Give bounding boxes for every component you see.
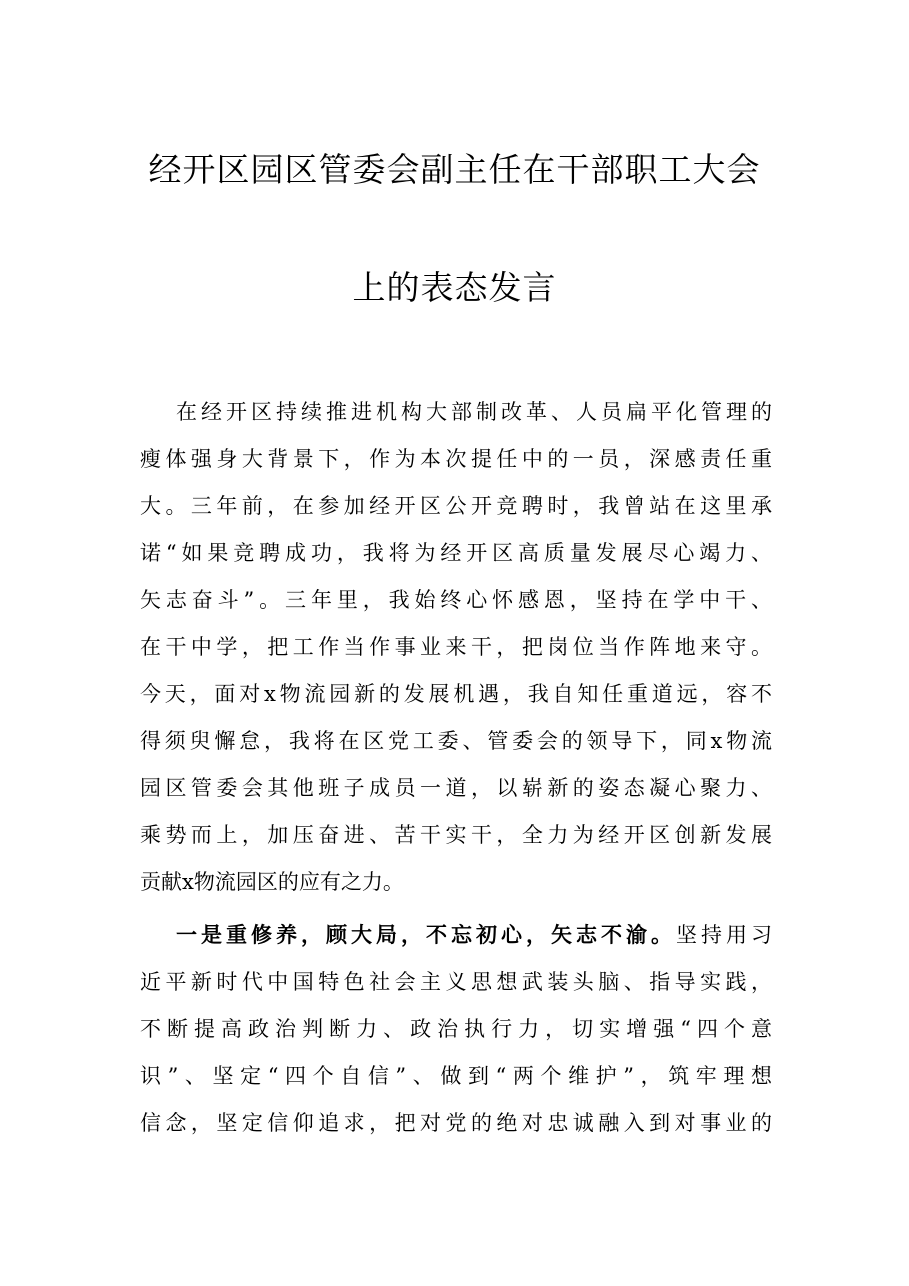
- paragraph-2-line: 不断提高政治判断力、政治执行力，切实增强“四个意: [140, 1017, 772, 1041]
- paragraph-2-line: 近平新时代中国特色社会主义思想武装头脑、指导实践，: [140, 970, 772, 994]
- paragraph-2-line: 信念，坚定信仰追求，把对党的绝对忠诚融入到对事业的: [140, 1111, 772, 1135]
- paragraph-2-first-line: [176, 920, 772, 950]
- paragraph-1-line: 园区管委会其他班子成员一道，以崭新的姿态凝心聚力、: [140, 776, 772, 800]
- paragraph-1-line: 在干中学，把工作当作事业来干，把岗位当作阵地来守。: [140, 635, 772, 659]
- paragraph-1-line: 瘦体强身大背景下，作为本次提任中的一员，深感责任重: [140, 447, 772, 471]
- paragraph-1-line: 在经开区持续推进机构大部制改革、人员扁平化管理的: [176, 400, 772, 424]
- paragraph-1-line: 得须臾懈怠，我将在区党工委、管委会的领导下，同x物流: [140, 729, 772, 753]
- document-title-line-1: 经开区园区管委会副主任在干部职工大会: [148, 150, 761, 189]
- paragraph-1-line: 诺“如果竞聘成功，我将为经开区高质量发展尽心竭力、: [140, 541, 772, 565]
- paragraph-2-line: 识”、坚定“四个自信”、做到“两个维护”，筑牢理想: [140, 1064, 772, 1088]
- paragraph-1-line: 乘势而上，加压奋进、苦干实干，全力为经开区创新发展: [140, 823, 772, 847]
- paragraph-1-line: 大。三年前，在参加经开区公开竞聘时，我曾站在这里承: [140, 494, 772, 518]
- document-title-line-2: 上的表态发言: [352, 268, 557, 307]
- paragraph-2-lead: 一是重修养，顾大局，不忘初心，矢志不渝。: [176, 923, 676, 947]
- paragraph-1-line: 矢志奋斗”。三年里，我始终心怀感恩，坚持在学中干、: [140, 588, 772, 612]
- paragraph-1-line: 今天，面对x物流园新的发展机遇，我自知任重道远，容不: [140, 682, 772, 706]
- paragraph-2-first-line-rest: 坚持用习: [676, 923, 772, 947]
- paragraph-1-line: 贡献x物流园区的应有之力。: [140, 870, 404, 894]
